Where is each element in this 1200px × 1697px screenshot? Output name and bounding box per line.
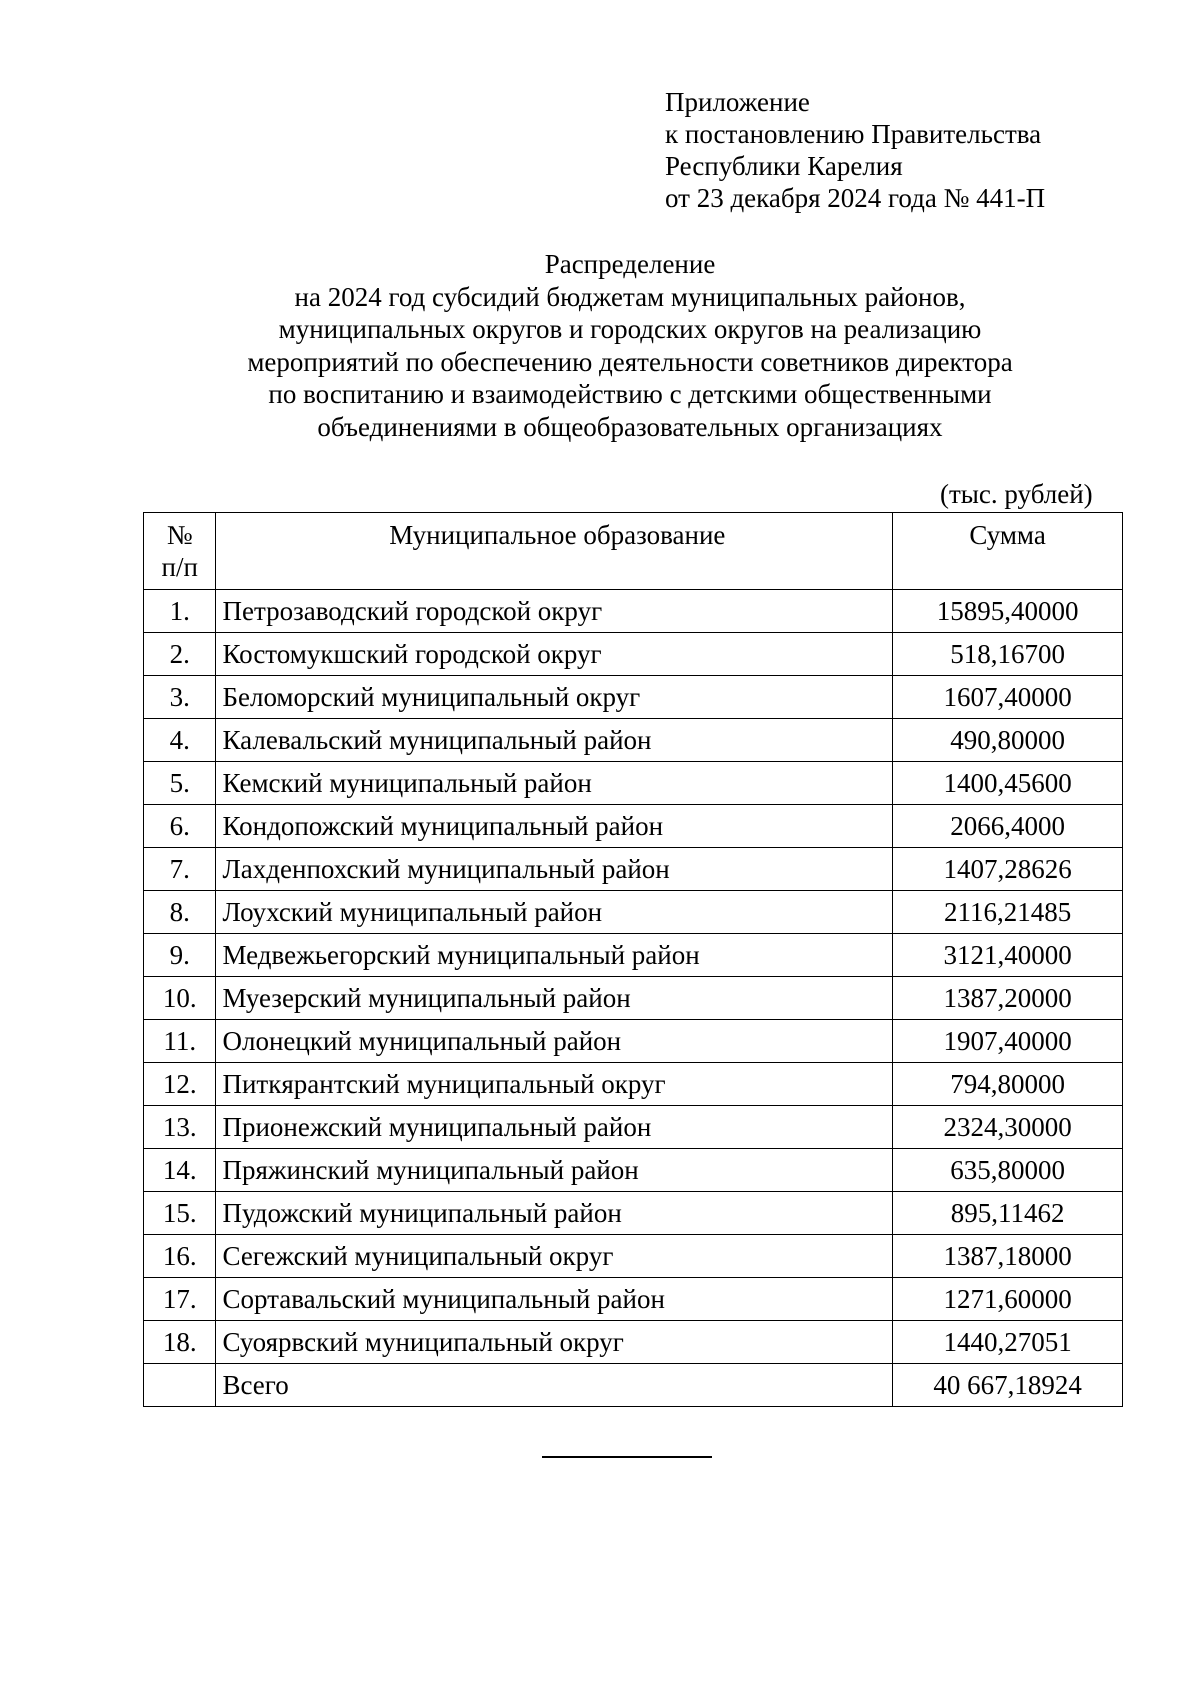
row-number: 5.	[144, 762, 216, 805]
table-row	[144, 762, 1123, 805]
total-name: Всего	[216, 1364, 893, 1407]
table-row	[144, 633, 1123, 676]
row-sum: 2066,4000	[893, 805, 1123, 848]
title-line: на 2024 год субсидий бюджетам муниципальных районов,	[294, 281, 966, 312]
table-row	[144, 1020, 1123, 1063]
row-municipality: Медвежьегорский муниципальный район	[216, 934, 893, 977]
row-number: 6.	[144, 805, 216, 848]
row-number: 12.	[144, 1063, 216, 1106]
row-number: 15.	[144, 1192, 216, 1235]
row-municipality: Лахденпохский муниципальный район	[216, 848, 893, 891]
row-municipality: Пудожский муниципальный район	[216, 1192, 893, 1235]
table-row	[144, 719, 1123, 762]
row-municipality: Питкярантский муниципальный округ	[216, 1063, 893, 1106]
table-row	[144, 805, 1123, 848]
table-row	[144, 1149, 1123, 1192]
table-row	[144, 1106, 1123, 1149]
title-line: Распределение	[544, 249, 716, 279]
row-sum: 2116,21485	[893, 891, 1123, 934]
table-row	[144, 977, 1123, 1020]
table-row	[144, 1321, 1123, 1364]
row-municipality: Лоухский муниципальный район	[216, 891, 893, 934]
row-sum: 15895,40000	[893, 590, 1123, 633]
table-row	[144, 676, 1123, 719]
title-line: по воспитанию и взаимодействию с детскими общественными	[268, 379, 992, 409]
table-row	[144, 848, 1123, 891]
table-row	[144, 934, 1123, 977]
row-number: 9.	[144, 934, 216, 977]
total-sum: 40 667,18924	[893, 1364, 1123, 1407]
header-municipality: Муниципальное образование	[216, 513, 893, 590]
row-municipality: Калевальский муниципальный район	[216, 719, 893, 762]
row-municipality: Олонецкий муниципальный район	[216, 1020, 893, 1063]
row-municipality: Суоярвский муниципальный округ	[216, 1321, 893, 1364]
table-total-row	[144, 1364, 1123, 1407]
appendix-line: от 23 декабря 2024 года № 441-П	[665, 183, 1046, 213]
appendix-line: Приложение	[665, 87, 810, 117]
row-sum: 490,80000	[893, 719, 1123, 762]
row-number: 4.	[144, 719, 216, 762]
closing-rule	[542, 1456, 712, 1458]
total-num	[144, 1364, 216, 1407]
row-municipality: Костомукшский городской округ	[216, 633, 893, 676]
row-sum: 2324,30000	[893, 1106, 1123, 1149]
row-number: 16.	[144, 1235, 216, 1278]
row-sum: 1271,60000	[893, 1278, 1123, 1321]
title-line: объединениями в общеобразовательных организациях	[317, 411, 943, 442]
table-row	[144, 1192, 1123, 1235]
header-number-line2: п/п	[161, 552, 198, 582]
units-label: (тыс. рублей)	[940, 479, 1093, 509]
row-sum: 518,16700	[893, 633, 1123, 676]
row-municipality: Сортавальский муниципальный район	[216, 1278, 893, 1321]
title-line: муниципальных округов и городских округов на реализацию	[278, 314, 982, 344]
row-number: 11.	[144, 1020, 216, 1063]
row-sum: 1407,28626	[893, 848, 1123, 891]
row-number: 8.	[144, 891, 216, 934]
row-number: 14.	[144, 1149, 216, 1192]
table-body	[144, 590, 1123, 1407]
appendix-block	[665, 86, 1045, 214]
appendix-line: к постановлению Правительства	[665, 119, 1042, 149]
table-row	[144, 1235, 1123, 1278]
row-municipality: Беломорский муниципальный округ	[216, 676, 893, 719]
row-municipality: Кемский муниципальный район	[216, 762, 893, 805]
row-number: 17.	[144, 1278, 216, 1321]
row-sum: 895,11462	[893, 1192, 1123, 1235]
row-number: 10.	[144, 977, 216, 1020]
row-number: 18.	[144, 1321, 216, 1364]
appendix-line: Республики Карелия	[665, 151, 903, 181]
header-sum: Сумма	[893, 513, 1123, 590]
distribution-table	[143, 512, 1123, 1407]
row-number: 2.	[144, 633, 216, 676]
row-sum: 1607,40000	[893, 676, 1123, 719]
row-sum: 1387,20000	[893, 977, 1123, 1020]
table-row	[144, 1278, 1123, 1321]
header-number	[144, 513, 216, 590]
header-number-line1: №	[166, 520, 193, 550]
row-sum: 3121,40000	[893, 934, 1123, 977]
row-sum: 635,80000	[893, 1149, 1123, 1192]
row-sum: 1907,40000	[893, 1020, 1123, 1063]
table-row	[144, 891, 1123, 934]
row-municipality: Пряжинский муниципальный район	[216, 1149, 893, 1192]
row-sum: 1400,45600	[893, 762, 1123, 805]
row-municipality: Сегежский муниципальный округ	[216, 1235, 893, 1278]
row-municipality: Прионежский муниципальный район	[216, 1106, 893, 1149]
row-number: 3.	[144, 676, 216, 719]
title-line: мероприятий по обеспечению деятельности советников директора	[247, 346, 1013, 377]
row-municipality: Кондопожский муниципальный район	[216, 805, 893, 848]
document-title	[140, 248, 1120, 443]
row-number: 13.	[144, 1106, 216, 1149]
row-municipality: Муезерский муниципальный район	[216, 977, 893, 1020]
row-sum: 794,80000	[893, 1063, 1123, 1106]
table-header-row	[144, 513, 1123, 590]
row-number: 1.	[144, 590, 216, 633]
row-sum: 1387,18000	[893, 1235, 1123, 1278]
table-row	[144, 1063, 1123, 1106]
row-municipality: Петрозаводский городской округ	[216, 590, 893, 633]
row-number: 7.	[144, 848, 216, 891]
table-row	[144, 590, 1123, 633]
row-sum: 1440,27051	[893, 1321, 1123, 1364]
